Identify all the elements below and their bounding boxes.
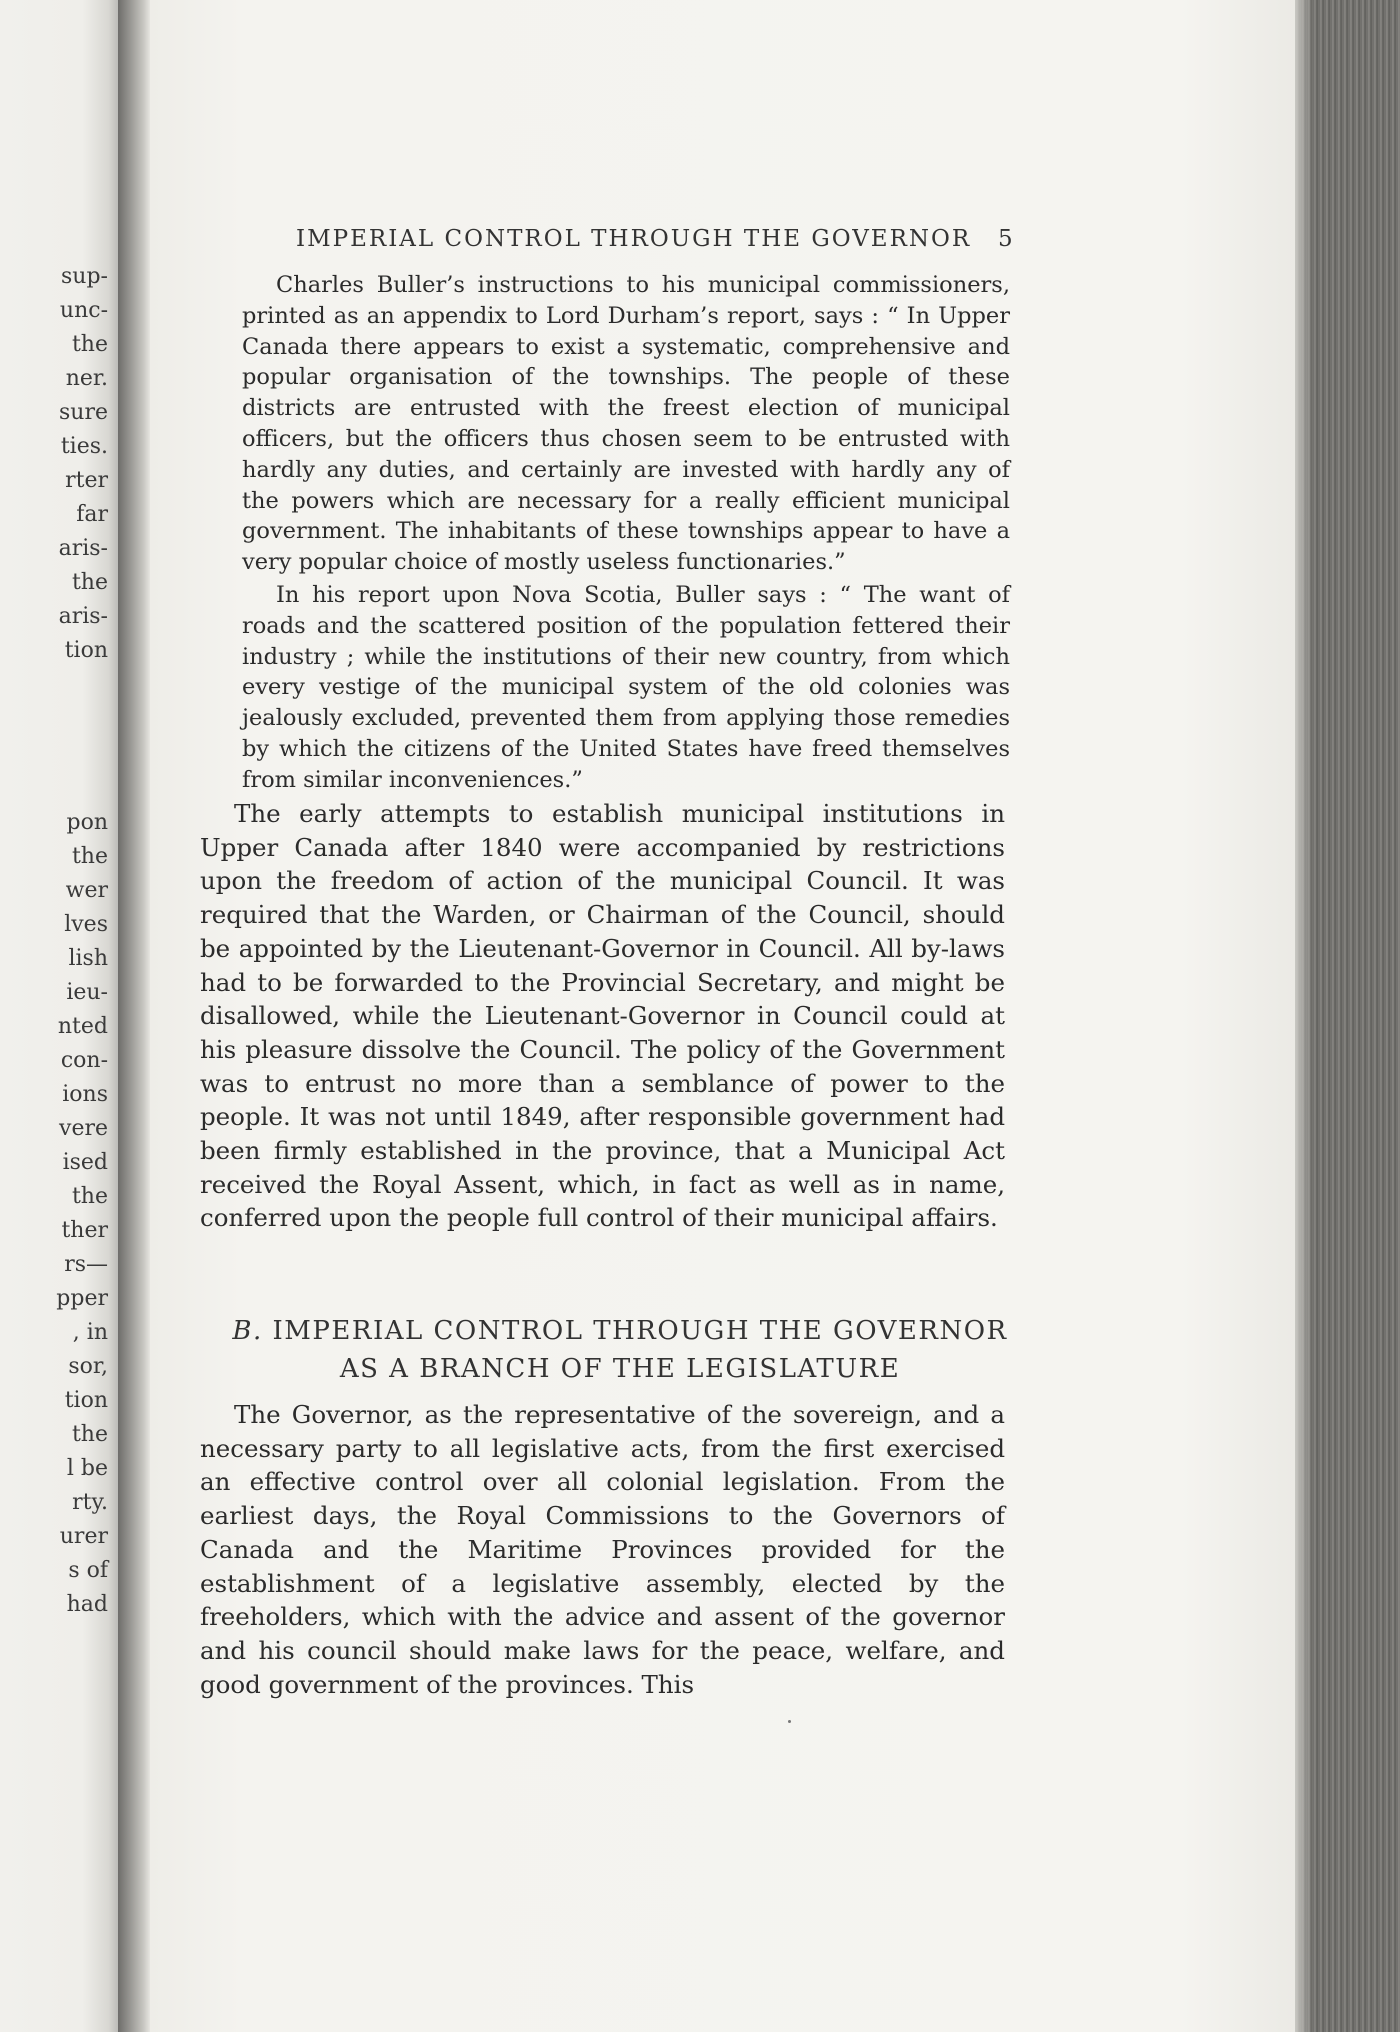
left-page-fragment-line: s of <box>68 1558 108 1583</box>
running-head: IMPERIAL CONTROL THROUGH THE GOVERNOR <box>296 226 972 252</box>
left-page-fragment-line: the <box>71 570 108 595</box>
left-page-fragment-line: ised <box>62 1150 108 1175</box>
left-page-text-fragments-top <box>59 260 108 668</box>
quote-paragraph-buller-nova-scotia: In his report upon Nova Scotia, Buller says : “ The want of roads and the scattered position of the population fettered their industry ; while the institutions of their new country, from which every vestige of the municipal system of the old colonies was jealously excluded, prevented them from applying those remedies by which the citizens of the United States have freed themselves from similar inconveniences.” <box>242 582 1010 793</box>
ink-speck <box>788 1720 791 1723</box>
left-page-fragment-line: lves <box>64 912 108 937</box>
left-page-fragment-line: ner. <box>65 366 108 391</box>
body-paragraph-municipal-institutions: The early attempts to establish municipal institutions in Upper Canada after 1840 were accompanied by restrictions upon the freedom of action of the municipal Council. It was required that the Warden, or Chairman of the Council, should be appointed by the Lieutenant-Governor in Council. All by-laws had to be forwarded to the Provincial Secretary, and might be disallowed, while the Lieutenant-Governor in Council could at his pleasure dissolve the Council. The policy of the Government was to entrust no more than a semblance of power to the people. It was not until 1849, after responsible government had been firmly established in the province, that a Municipal Act received the Royal Assent, which, in fact as well as in name, conferred upon the people full control of their municipal affairs. <box>200 799 1005 1233</box>
left-page-fragment-line: ieu- <box>66 980 108 1005</box>
left-page-fragment-line: sure <box>59 400 108 425</box>
left-page-fragment-line: rty. <box>72 1490 108 1515</box>
section-heading <box>200 1312 1040 1388</box>
left-page-fragment-line: con- <box>60 1048 108 1073</box>
left-page-fragment-line: the <box>71 332 108 357</box>
left-page-fragment-line: the <box>71 844 108 869</box>
left-page-fragment-line: ions <box>62 1082 108 1107</box>
left-page-fragment-line: , in <box>72 1320 108 1345</box>
left-page-fragment-line: rter <box>65 468 108 493</box>
left-page-fragment-line: wer <box>65 878 108 903</box>
section-title-line-1: IMPERIAL CONTROL THROUGH THE GOVERNOR <box>272 1316 1008 1346</box>
left-page-fragment-line: ther <box>61 1218 108 1243</box>
left-page-fragment-line: vere <box>59 1116 108 1141</box>
left-facing-page <box>0 0 118 2032</box>
section-letter: B. <box>232 1316 263 1346</box>
left-page-fragment-line: pper <box>56 1286 108 1311</box>
left-page-fragment-line: urer <box>59 1524 108 1549</box>
left-page-fragment-line: pon <box>66 810 108 835</box>
left-page-fragment-line: tion <box>64 1388 108 1413</box>
left-page-fragment-line: the <box>71 1184 108 1209</box>
left-page-fragment-line: sup- <box>61 264 108 289</box>
section-title-line-2: AS A BRANCH OF THE LEGISLATURE <box>339 1354 901 1384</box>
left-page-text-fragments-bottom <box>56 806 108 1622</box>
page-number: 5 <box>998 226 1013 252</box>
page-edge-shadow <box>1295 0 1313 2032</box>
left-page-fragment-line: aris- <box>58 536 108 561</box>
left-page-fragment-line: unc- <box>59 298 108 323</box>
left-page-fragment-line: rs— <box>64 1252 108 1277</box>
left-page-fragment-line: aris- <box>58 604 108 629</box>
book-gutter <box>118 0 150 2032</box>
quote-paragraph-buller-upper-canada: Charles Buller’s instructions to his municipal commissioners, printed as an appendix to Lord Durham’s report, says : “ In Upper Canada there appears to exist a systematic, comprehensive and popular organisation of the townships. The people of these districts are entrusted with the freest election of municipal officers, but the officers thus chosen seem to be entrusted with hardly any duties, and certainly are invested with hardly any of the powers which are necessary for a really efficient municipal government. The inhabitants of these townships appear to have a very popular choice of mostly useless functionaries.” <box>242 272 1010 576</box>
left-page-fragment-line: lish <box>68 946 108 971</box>
left-page-fragment-line: had <box>66 1592 108 1617</box>
left-page-fragment-line: the <box>71 1422 108 1447</box>
left-page-fragment-line: far <box>76 502 108 527</box>
section-heading-line-1 <box>200 1312 1040 1350</box>
left-page-fragment-line: l be <box>66 1456 108 1481</box>
left-page-fragment-line: nted <box>57 1014 108 1039</box>
left-page-fragment-line: sor, <box>68 1354 108 1379</box>
body-paragraph-governor-control: The Governor, as the representative of the sovereign, and a necessary party to all legislative acts, from the first exercised an effective control over all colonial legislation. From the earliest days, the Royal Commissions to the Governors of Canada and the Maritime Provinces provided for the establishment of a legislative assembly, elected by the freeholders, which with the advice and assent of the governor and his council should make laws for the peace, welfare, and good government of the provinces. This <box>200 1400 1005 1699</box>
left-page-fragment-line: tion <box>64 638 108 663</box>
left-page-fragment-line: ties. <box>60 434 108 459</box>
